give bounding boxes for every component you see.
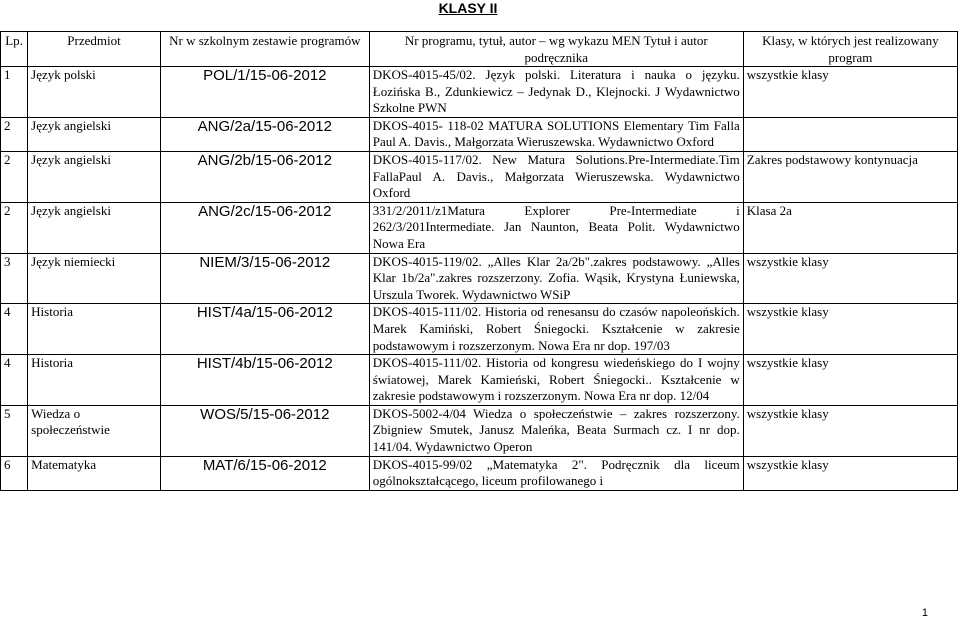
row-program: DKOS-5002-4/04 Wiedza o społeczeństwie – zakres rozszerzony. Zbigniew Smutek, Janusz Maleńka, Beata Surmach cz. I nr dop. 141/04. Wydawnictwo Operon (369, 405, 743, 456)
header-program: Nr programu, tytuł, autor – wg wykazu MEN Tytuł i autor podręcznika (369, 32, 743, 67)
row-classes (743, 117, 957, 151)
program-code: NIEM/3/15-06-2012 (199, 253, 331, 271)
programs-table (0, 31, 958, 491)
row-subject: Historia (28, 355, 161, 406)
row-code (160, 253, 369, 304)
page-title: KLASY II (438, 0, 498, 16)
row-code (160, 304, 369, 355)
program-code: WOS/5/15-06-2012 (200, 405, 330, 423)
program-code: HIST/4a/15-06-2012 (196, 304, 333, 322)
program-code: HIST/4b/15-06-2012 (196, 355, 333, 373)
row-program: 331/2/2011/z1Matura Explorer Pre-Intermediate i 262/3/201Intermediate. Jan Naunton, Beata Polit. Wydawnictwo Nowa Era (369, 202, 743, 253)
row-classes: wszystkie klasy (743, 253, 957, 304)
row-lp: 4 (1, 304, 28, 355)
row-classes: wszystkie klasy (743, 355, 957, 406)
program-code: ANG/2a/15-06-2012 (197, 117, 332, 135)
row-lp: 5 (1, 405, 28, 456)
row-subject: Język angielski (28, 117, 161, 151)
row-classes: Klasa 2a (743, 202, 957, 253)
header-code: Nr w szkolnym zestawie programów (160, 32, 369, 67)
row-classes: wszystkie klasy (743, 456, 957, 490)
row-classes: Zakres podstawowy kontynuacja (743, 151, 957, 202)
row-code (160, 151, 369, 202)
program-code: ANG/2b/15-06-2012 (197, 151, 332, 169)
row-code (160, 67, 369, 118)
table-row (1, 67, 958, 118)
row-subject: Matematyka (28, 456, 161, 490)
row-lp: 6 (1, 456, 28, 490)
table-row (1, 456, 958, 490)
row-lp: 2 (1, 151, 28, 202)
row-program: DKOS-4015- 118-02 MATURA SOLUTIONS Elementary Tim Falla Paul A. Davis., Małgorzata Wieruszewska. Wydawnictwo Oxford (369, 117, 743, 151)
row-code (160, 456, 369, 490)
row-lp: 2 (1, 202, 28, 253)
row-program: DKOS-4015-45/02. Język polski. Literatura i nauka o języku. Łozińska B., Zdunkiewicz – Jedynak D., Klejnocki. J Wydawnictwo Szkolne PWN (369, 67, 743, 118)
row-program: DKOS-4015-119/02. „Alles Klar 2a/2b".zakres podstawowy. „Alles Klar 1b/2a".zakres rozszerzony. Zofia. Wąsik, Krystyna Łuniewska, Urszula Tworek. Wydawnictwo WSiP (369, 253, 743, 304)
row-code (160, 355, 369, 406)
header-subject: Przedmiot (28, 32, 161, 67)
row-subject: Wiedza o społeczeństwie (28, 405, 161, 456)
table-row (1, 117, 958, 151)
table-row (1, 355, 958, 406)
row-program: DKOS-4015-111/02. Historia od kongresu wiedeńskiego do I wojny światowej, Marek Kamieński, Robert Śniegocki.. Kształcenie w zakresie podstawowym i rozszerzonym. Nowa Era nr dop. 12/04 (369, 355, 743, 406)
table-row (1, 253, 958, 304)
row-lp: 2 (1, 117, 28, 151)
header-classes: Klasy, w których jest realizowany program (743, 32, 957, 67)
row-subject: Historia (28, 304, 161, 355)
row-classes: wszystkie klasy (743, 405, 957, 456)
row-code (160, 405, 369, 456)
row-subject: Język angielski (28, 151, 161, 202)
row-lp: 1 (1, 67, 28, 118)
row-subject: Język polski (28, 67, 161, 118)
program-code: ANG/2c/15-06-2012 (198, 202, 332, 220)
row-program: DKOS-4015-111/02. Historia od renesansu do czasów napoleońskich. Marek Kamiński, Robert Śniegocki. Kształcenie w zakresie podstawowym i rozszerzonym. Nowa Era nr dop. 197/03 (369, 304, 743, 355)
row-code (160, 202, 369, 253)
table-row (1, 151, 958, 202)
row-program: DKOS-4015-99/02 „Matematyka 2". Podręcznik dla liceum ogólnokształcącego, liceum profilowanego i (369, 456, 743, 490)
row-lp: 4 (1, 355, 28, 406)
table-header-row (1, 32, 958, 67)
row-subject: Język angielski (28, 202, 161, 253)
row-program: DKOS-4015-117/02. New Matura Solutions.Pre-Intermediate.Tim FallaPaul A. Davis., Małgorzata Wieruszewska. Wydawnictwo Oxford (369, 151, 743, 202)
table-row (1, 202, 958, 253)
row-classes: wszystkie klasy (743, 67, 957, 118)
table-row (1, 304, 958, 355)
table-row (1, 405, 958, 456)
page-number: 1 (921, 607, 928, 619)
header-lp: Lp. (1, 32, 28, 67)
row-subject: Język niemiecki (28, 253, 161, 304)
row-classes: wszystkie klasy (743, 304, 957, 355)
program-code: POL/1/15-06-2012 (203, 67, 327, 84)
row-lp: 3 (1, 253, 28, 304)
row-code (160, 117, 369, 151)
program-code: MAT/6/15-06-2012 (202, 456, 327, 474)
